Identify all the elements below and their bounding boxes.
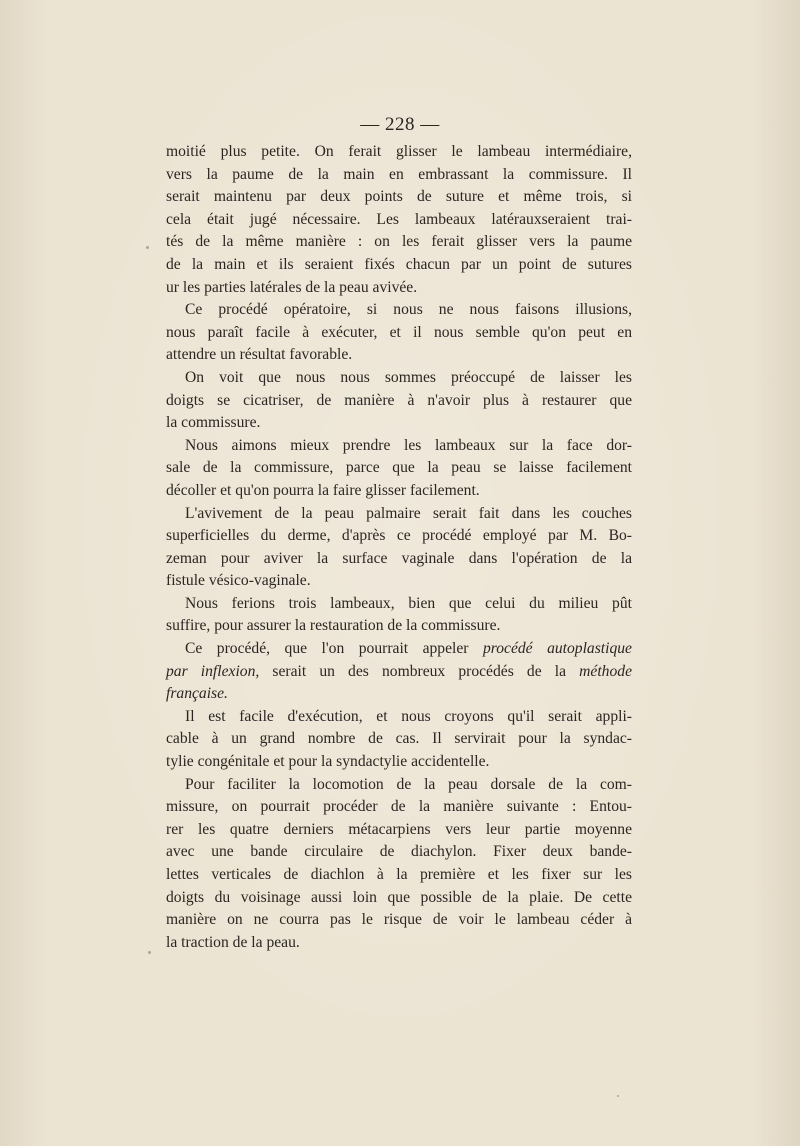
text-line: rer les quatre derniers métacarpiens vers leur partie moyenne	[166, 820, 632, 838]
paper-speck	[617, 1095, 619, 1097]
text-line: la commissure.	[166, 414, 261, 432]
italic-text: par inflexion,	[166, 662, 260, 680]
text-line: moitié plus petite. On ferait glisser le lambeau intermédiaire,	[166, 143, 632, 160]
page-number: — 228 —	[360, 114, 440, 135]
text-line: missure, on pourrait procéder de la manière suivante : Entou-	[166, 798, 632, 816]
text-line	[166, 683, 632, 706]
text-line: attendre un résultat favorable.	[166, 346, 353, 364]
paragraph	[166, 706, 632, 774]
italic-text: procédé autoplastique	[482, 640, 632, 658]
paragraph	[166, 503, 632, 593]
paragraph	[166, 593, 632, 638]
paragraph	[166, 435, 632, 503]
text-line: Ce procédé opératoire, si nous ne nous faisons illusions,	[185, 301, 632, 319]
text-line: lettes verticales de diachlon à la première et les fixer sur les	[166, 866, 632, 883]
paragraph	[166, 367, 632, 435]
text-line: tés de la même manière : on les ferait glisser vers la paume	[166, 233, 632, 251]
paragraph	[166, 638, 632, 706]
text-segment: Ce procédé, que l'on pourrait appeler	[185, 640, 483, 658]
text-line	[166, 661, 632, 684]
text-line: Nous ferions trois lambeaux, bien que celui du milieu pût	[185, 594, 632, 612]
text-line: Nous aimons mieux prendre les lambeaux sur la face dor-	[185, 436, 632, 454]
text-line	[166, 638, 632, 661]
paragraph	[166, 299, 632, 367]
text-line: fistule vésico-vaginale.	[166, 572, 311, 590]
text-line: nous paraît facile à exécuter, et il nous semble qu'on peut en	[166, 323, 632, 341]
text-line: cable à un grand nombre de cas. Il servirait pour la syndac-	[166, 730, 632, 748]
text-line: vers la paume de la main en embrassant la commissure. Il	[166, 165, 632, 183]
text-line: tylie congénitale et pour la syndactylie accidentelle.	[166, 753, 490, 771]
text-line: Il est facile d'exécution, et nous croyons qu'il serait appli-	[185, 707, 632, 725]
text-line: serait maintenu par deux points de suture et même trois, si	[166, 188, 632, 206]
text-line: avec une bande circulaire de diachylon. Fixer deux bande-	[166, 843, 632, 861]
text-line: Pour faciliter la locomotion de la peau dorsale de la com-	[185, 775, 632, 793]
paper-speck	[146, 246, 149, 249]
text-line: L'avivement de la peau palmaire serait fait dans les couches	[185, 504, 632, 522]
text-line: cela était jugé nécessaire. Les lambeaux latérauxseraient trai-	[166, 210, 632, 228]
text-line: doigts se cicatriser, de manière à n'avoir plus à restaurer que	[166, 391, 632, 409]
text-line: ur les parties latérales de la peau avivée.	[166, 278, 418, 296]
text-line: décoller et qu'on pourra la faire glisser facilement.	[166, 481, 480, 499]
paragraph	[166, 774, 632, 955]
text-line: doigts du voisinage aussi loin que possible de la plaie. De cette	[166, 888, 632, 906]
text-line: zeman pour aviver la surface vaginale dans l'opération de la	[166, 549, 632, 567]
text-line: sale de la commissure, parce que la peau se laisse facilement	[166, 459, 632, 477]
paper-speck	[148, 951, 151, 954]
italic-text: méthode	[579, 662, 632, 680]
text-line: suffire, pour assurer la restauration de la commissure.	[166, 617, 501, 635]
text-line: superficielles du derme, d'après ce procédé employé par M. Bo-	[166, 527, 632, 545]
text-line: de la main et ils seraient fixés chacun par un point de sutures	[166, 255, 632, 273]
text-segment: serait un des nombreux procédés de la	[259, 662, 580, 680]
body-text	[166, 141, 632, 954]
text-line: la traction de la peau.	[166, 933, 300, 951]
paragraph	[166, 141, 632, 299]
text-line: On voit que nous nous sommes préoccupé de laisser les	[185, 368, 632, 386]
text-line: manière on ne courra pas le risque de voir le lambeau céder à	[166, 911, 632, 929]
italic-text: française.	[166, 685, 228, 703]
